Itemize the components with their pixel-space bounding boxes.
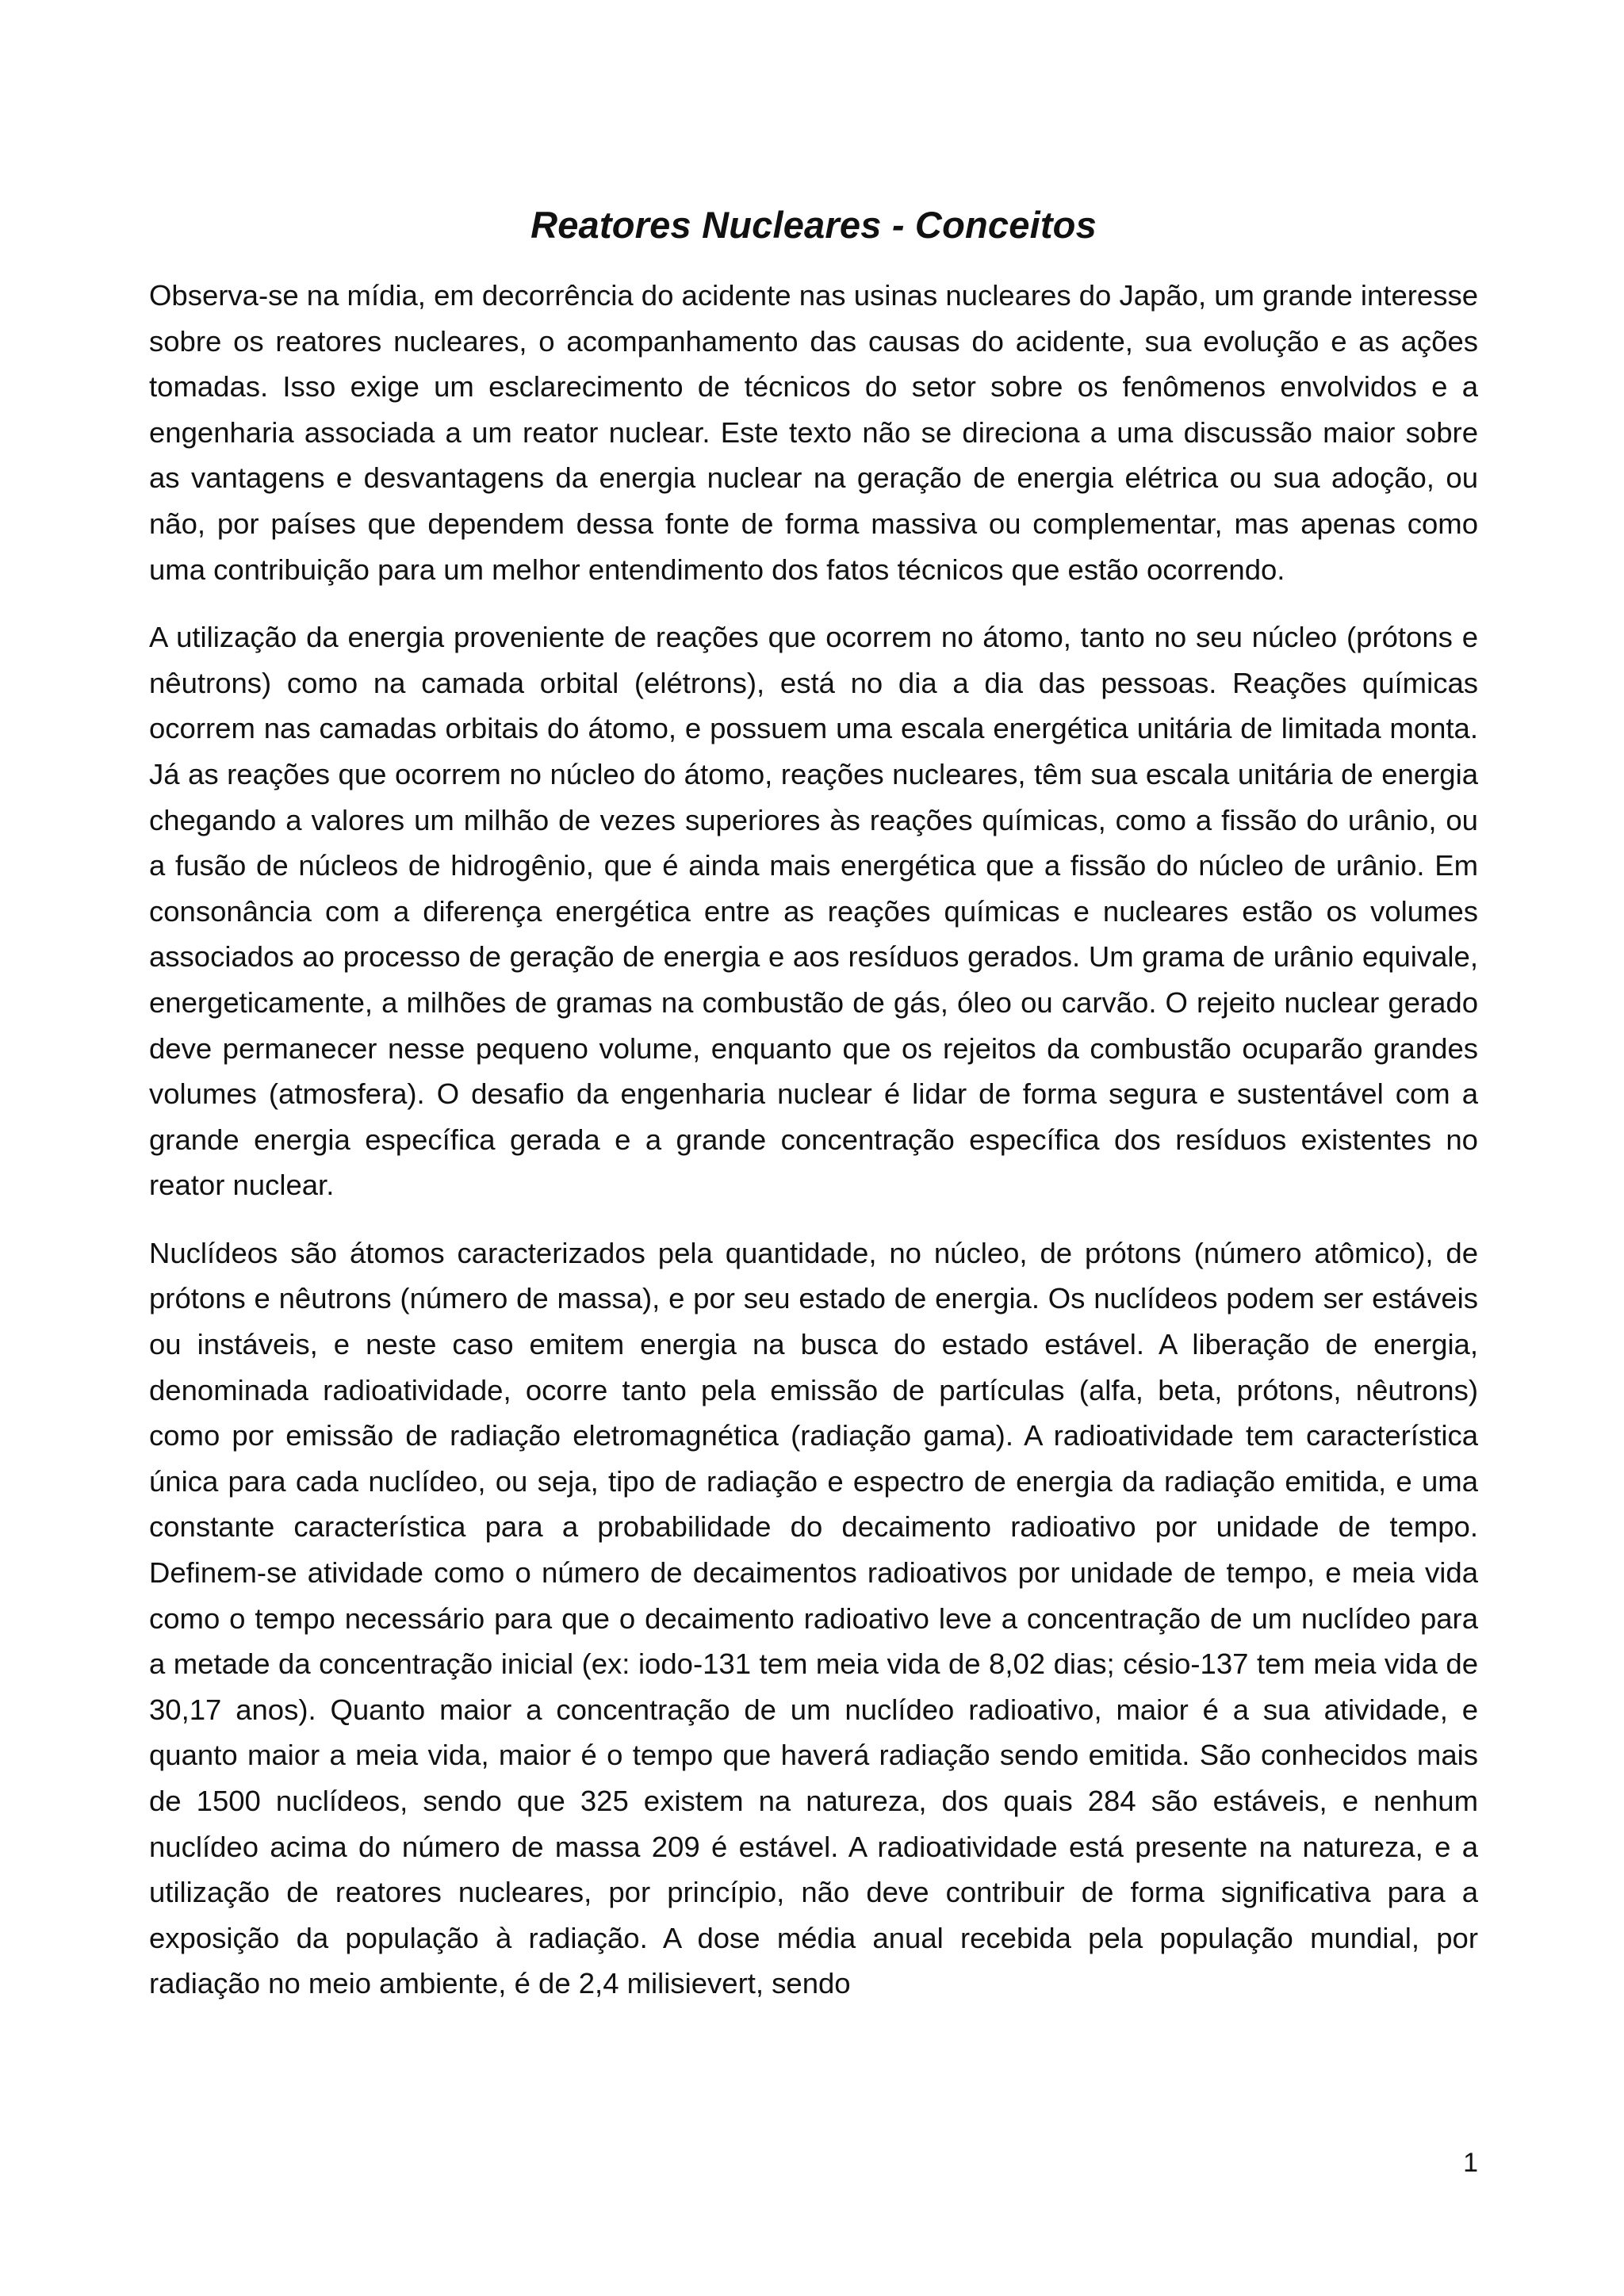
page-number: 1: [1463, 2148, 1478, 2178]
paragraph-intro: Observa-se na mídia, em decorrência do acidente nas usinas nucleares do Japão, um grande interesse sobre os reatores nucleares, o acompanhamento das causas do acidente, sua evolução e as ações tomadas. Isso exige um esclarecimento de técnicos do setor sobre os fenômenos envolvidos e a engenharia associada a um reator nuclear. Este texto não se direciona a uma discussão maior sobre as vantagens e desvantagens da energia nuclear na geração de energia elétrica ou sua adoção, ou não, por países que dependem dessa fonte de forma massiva ou complementar, mas apenas como uma contribuição para um melhor entendimento dos fatos técnicos que estão ocorrendo.: [149, 279, 1478, 586]
document-title: Reatores Nucleares - Conceitos: [530, 204, 1097, 246]
paragraph-energy-reactions: A utilização da energia proveniente de reações que ocorrem no átomo, tanto no seu núcleo (prótons e nêutrons) como na camada orbital (elétrons), está no dia a dia das pessoas. Reações químicas ocorrem nas camadas orbitais do átomo, e possuem uma escala energética unitária de limitada monta. Já as reações que ocorrem no núcleo do átomo, reações nucleares, têm sua escala unitária de energia chegando a valores um milhão de vezes superiores às reações químicas, como a fissão do urânio, ou a fusão de núcleos de hidrogênio, que é ainda mais energética que a fissão do núcleo de urânio. Em consonância com a diferença energética entre as reações químicas e nucleares estão os volumes associados ao processo de geração de energia e aos resíduos gerados. Um grama de urânio equivale, energeticamente, a milhões de gramas na combustão de gás, óleo ou carvão. O rejeito nuclear gerado deve permanecer nesse pequeno volume, enquanto que os rejeitos da combustão ocuparão grandes volumes (atmosfera). O desafio da engenharia nuclear é lidar de forma segura e sustentável com a grande energia específica gerada e a grande concentração específica dos resíduos existentes no reator nuclear.: [149, 621, 1478, 1202]
paragraph-nuclides: Nuclídeos são átomos caracterizados pela quantidade, no núcleo, de prótons (número atômico), de prótons e nêutrons (número de massa), e por seu estado de energia. Os nuclídeos podem ser estáveis ou instáveis, e neste caso emitem energia na busca do estado estável. A liberação de energia, denominada radioatividade, ocorre tanto pela emissão de partículas (alfa, beta, prótons, nêutrons) como por emissão de radiação eletromagnética (radiação gama). A radioatividade tem característica única para cada nuclídeo, ou seja, tipo de radiação e espectro de energia da radiação emitida, e uma constante característica para a probabilidade do decaimento radioativo por unidade de tempo. Definem-se atividade como o número de decaimentos radioativos por unidade de tempo, e meia vida como o tempo necessário para que o decaimento radioativo leve a concentração de um nuclídeo para a metade da concentração inicial (ex: iodo-131 tem meia vida de 8,02 dias; césio-137 tem meia vida de 30,17 anos). Quanto maior a concentração de um nuclídeo radioativo, maior é a sua atividade, e quanto maior a meia vida, maior é o tempo que haverá radiação sendo emitida. São conhecidos mais de 1500 nuclídeos, sendo que 325 existem na natureza, dos quais 284 são estáveis, e nenhum nuclídeo acima do número de massa 209 é estável. A radioatividade está presente na natureza, e a utilização de reatores nucleares, por princípio, não deve contribuir de forma significativa para a exposição da população à radiação. A dose média anual recebida pela população mundial, por radiação no meio ambiente, é de 2,4 milisievert, sendo: [149, 1236, 1478, 2000]
